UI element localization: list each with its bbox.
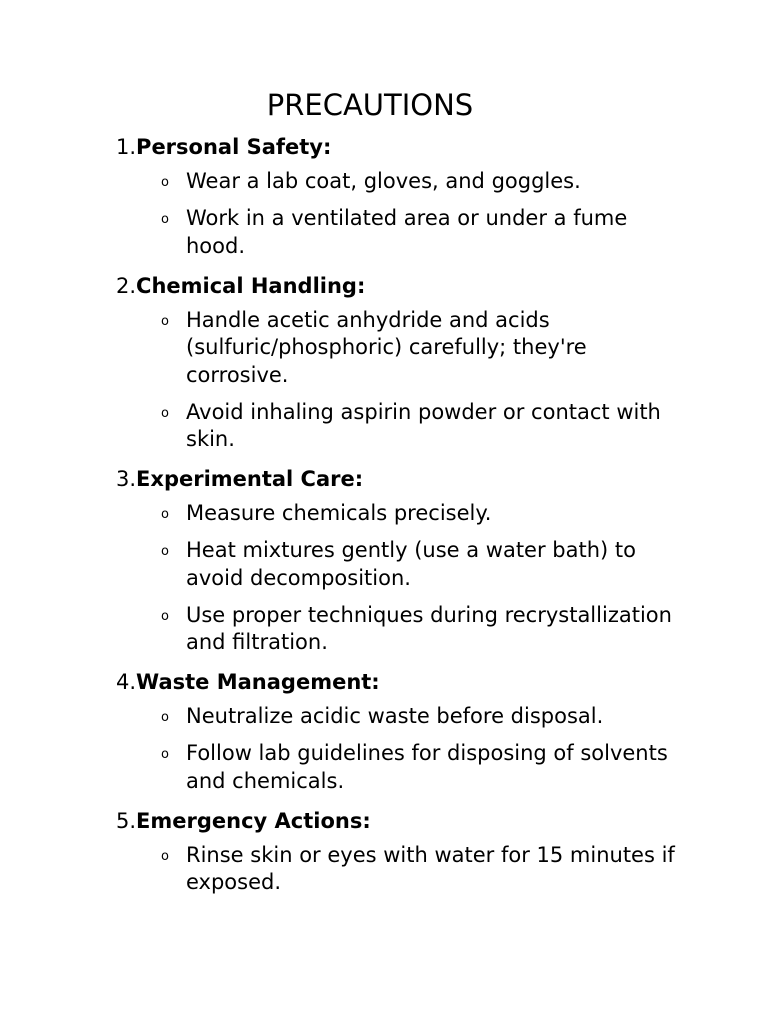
list-item [116, 307, 686, 390]
bullet-icon: o [161, 608, 169, 624]
list-item-text: Handle acetic anhydride and acids (sulfuric/phosphoric) carefully; they're corrosive. [186, 307, 587, 387]
section-heading [116, 666, 686, 698]
bullet-icon: o [161, 212, 169, 227]
list-item [116, 537, 686, 592]
section-heading [116, 131, 686, 163]
list-item-text: Avoid inhaling aspirin powder or contact with skin. [186, 399, 661, 451]
bullet-icon: o [161, 313, 169, 329]
section-personal-safety [116, 131, 686, 260]
list-item [116, 740, 686, 795]
precautions-list [116, 131, 686, 906]
list-item-text: Heat mixtures gently (use a water bath) to avoid decomposition. [186, 538, 636, 590]
list-item-text: Neutralize acidic waste before disposal. [186, 704, 604, 728]
section-number: 2. [116, 273, 137, 298]
list-item-text: Follow lab guidelines for disposing of solvents and chemicals. [186, 741, 668, 793]
bullet-icon: o [161, 747, 169, 762]
section-label: Waste Management: [136, 670, 380, 694]
section-heading [116, 463, 686, 495]
list-item [116, 703, 686, 731]
section-label: Personal Safety: [136, 135, 332, 159]
list-item-text: Work in a ventilated area or under a fume hood. [186, 206, 628, 258]
list-item [116, 842, 686, 897]
section-number: 3. [116, 467, 137, 491]
section-number: 1. [116, 135, 137, 159]
bullet-icon: o [161, 544, 169, 559]
section-emergency-actions [116, 805, 686, 897]
bullet-icon: o [161, 507, 169, 522]
section-label: Experimental Care: [136, 467, 364, 491]
list-item [116, 168, 686, 196]
list-item [116, 602, 686, 657]
bullet-list [116, 307, 686, 454]
section-waste-management [116, 666, 686, 795]
bullet-list [116, 168, 686, 260]
list-item-text: Wear a lab coat, gloves, and goggles. [186, 169, 581, 193]
section-label: Emergency Actions: [136, 808, 371, 833]
bullet-icon: o [161, 848, 169, 864]
list-item-text: Measure chemicals precisely. [186, 501, 492, 525]
bullet-list [116, 703, 686, 795]
section-heading [116, 270, 686, 302]
section-number: 5. [116, 808, 137, 833]
section-experimental-care [116, 463, 686, 657]
list-item [116, 205, 686, 260]
list-item-text: Rinse skin or eyes with water for 15 minutes if exposed. [186, 842, 675, 894]
section-number: 4. [116, 670, 137, 694]
bullet-icon: o [161, 405, 169, 421]
bullet-icon: o [161, 710, 169, 725]
list-item-text: Use proper techniques during recrystallization and filtration. [186, 602, 672, 654]
page-title: PRECAUTIONS [266, 88, 474, 122]
list-item [116, 500, 686, 528]
section-chemical-handling [116, 270, 686, 454]
bullet-icon: o [161, 175, 169, 190]
section-label: Chemical Handling: [136, 273, 366, 298]
bullet-list [116, 500, 686, 657]
section-heading [116, 805, 686, 837]
bullet-list [116, 842, 686, 897]
list-item [116, 399, 686, 454]
